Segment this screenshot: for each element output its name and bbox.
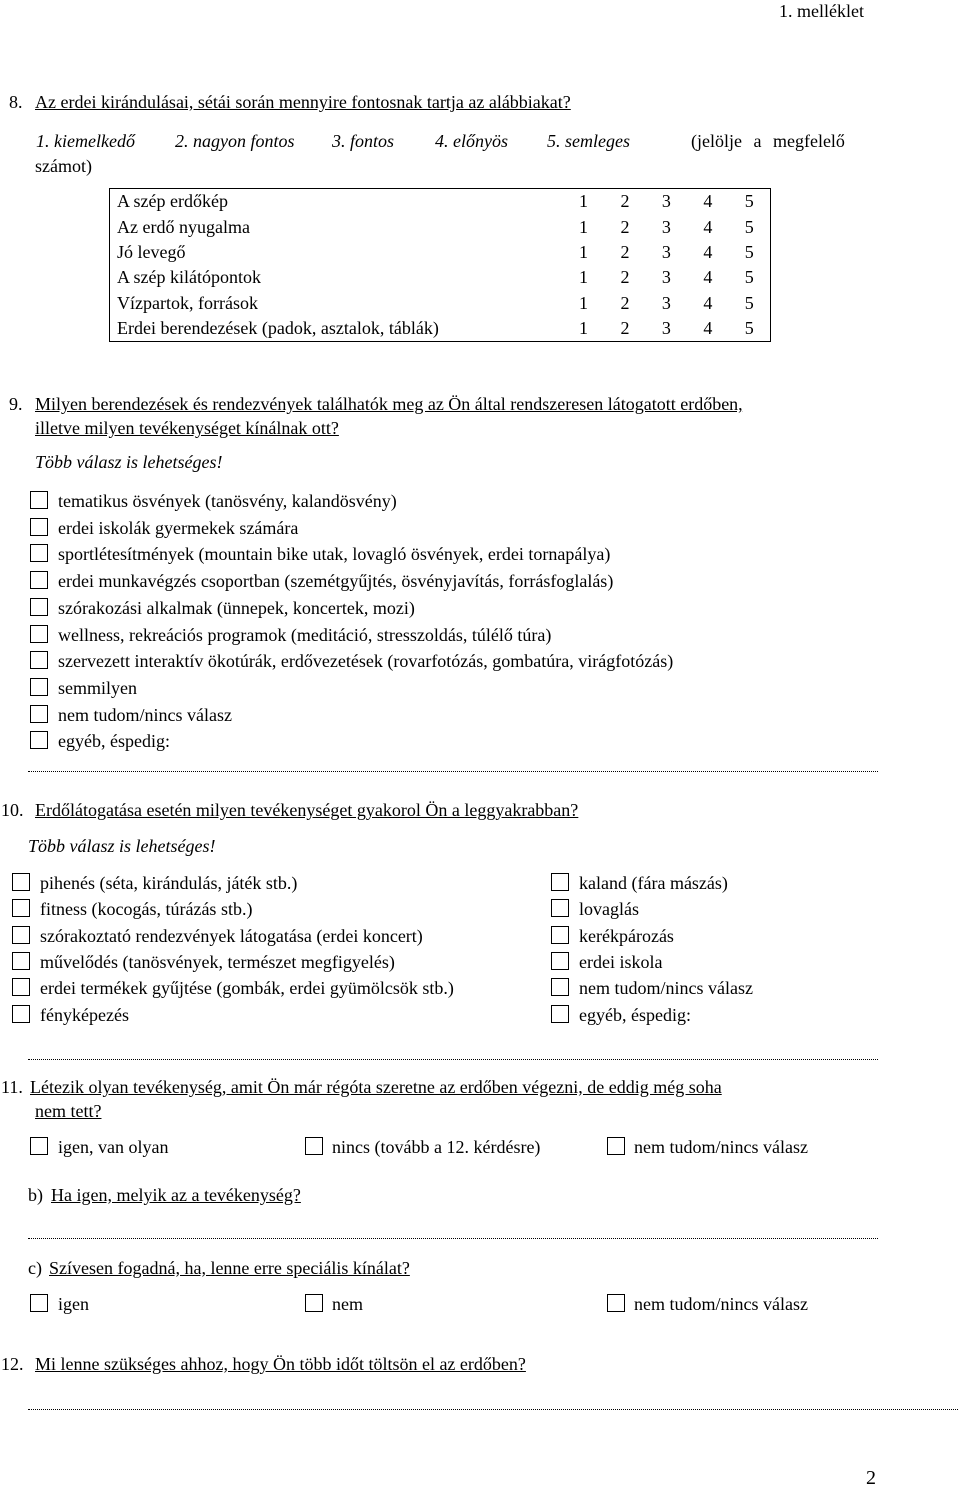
rating-option[interactable]: 1 bbox=[579, 318, 589, 339]
rating-option[interactable]: 1 bbox=[579, 267, 589, 288]
rating-option[interactable]: 3 bbox=[661, 241, 671, 262]
q9-option-label: szervezett interaktív ökotúrák, erdővezetések (rovarfotózás, gombatúra, virágfotózás) bbox=[58, 651, 674, 672]
q11c-option-checkbox[interactable] bbox=[607, 1294, 625, 1312]
q10-option-label: szórakoztató rendezvények látogatása (erdei koncert) bbox=[40, 925, 423, 946]
q10-option-checkbox[interactable] bbox=[12, 899, 30, 917]
q9-option-checkbox[interactable] bbox=[30, 598, 48, 616]
q11c-option-no: nem bbox=[332, 1294, 363, 1314]
rating-option[interactable]: 1 bbox=[579, 241, 589, 262]
rating-option[interactable]: 3 bbox=[661, 216, 671, 237]
rating-option[interactable]: 3 bbox=[661, 318, 671, 339]
rating-option[interactable]: 4 bbox=[703, 191, 713, 212]
rating-option[interactable]: 2 bbox=[620, 318, 630, 339]
q10-option-checkbox[interactable] bbox=[551, 978, 569, 996]
q10-option-label: erdei termékek gyűjtése (gombák, erdei gyümölcsök stb.) bbox=[40, 978, 454, 999]
q11-text-cont: nem tett? bbox=[35, 1101, 102, 1121]
rating-row bbox=[110, 291, 771, 316]
q10-option-checkbox[interactable] bbox=[12, 1005, 30, 1023]
rating-row bbox=[110, 189, 771, 215]
q10-option-checkbox[interactable] bbox=[551, 873, 569, 891]
q10-option-label: lovaglás bbox=[579, 899, 639, 920]
q9-option-checkbox[interactable] bbox=[30, 491, 48, 509]
q11-text: Létezik olyan tevékenység, amit Ön már régóta szeretne az erdőben végezni, de eddig még soha bbox=[30, 1077, 722, 1097]
q11c-text: Szívesen fogadná, ha, lenne erre speciális kínálat? bbox=[49, 1258, 410, 1278]
q9-number: 9. bbox=[9, 394, 23, 414]
q8-scale-2: 2. nagyon fontos bbox=[175, 131, 295, 151]
rating-option[interactable]: 4 bbox=[703, 267, 713, 288]
q9-option-checkbox[interactable] bbox=[30, 544, 48, 562]
rating-option[interactable]: 4 bbox=[703, 318, 713, 339]
rating-option[interactable]: 4 bbox=[703, 216, 713, 237]
rating-option[interactable]: 3 bbox=[661, 292, 671, 313]
q10-text: Erdőlátogatása esetén milyen tevékenységet gyakorol Ön a leggyakrabban? bbox=[35, 800, 579, 820]
q11-option-dontknow: nem tudom/nincs válasz bbox=[634, 1137, 808, 1157]
q12-number: 12. bbox=[1, 1354, 24, 1374]
q9-option-checkbox[interactable] bbox=[30, 705, 48, 723]
q11-option-checkbox[interactable] bbox=[30, 1137, 48, 1155]
annex-label: 1. melléklet bbox=[779, 1, 864, 21]
rating-option[interactable]: 5 bbox=[744, 241, 754, 262]
q11b-prefix: b) bbox=[28, 1185, 43, 1205]
q11c-option-dontknow: nem tudom/nincs válasz bbox=[634, 1294, 808, 1314]
rating-option[interactable]: 4 bbox=[703, 241, 713, 262]
q9-option-label: nem tudom/nincs válasz bbox=[58, 704, 232, 725]
rating-option[interactable]: 5 bbox=[744, 216, 754, 237]
q10-answer-line[interactable] bbox=[28, 1059, 878, 1060]
q10-option-checkbox[interactable] bbox=[12, 873, 30, 891]
q10-option-checkbox[interactable] bbox=[551, 1005, 569, 1023]
rating-row bbox=[110, 240, 771, 265]
q8-instruction: (jelölje a megfelelő bbox=[691, 131, 845, 151]
q11b-answer-line[interactable] bbox=[28, 1238, 878, 1239]
rating-option[interactable]: 5 bbox=[744, 267, 754, 288]
rating-row bbox=[110, 316, 771, 342]
q10-option-label: pihenés (séta, kirándulás, játék stb.) bbox=[40, 873, 298, 893]
q11-option-checkbox[interactable] bbox=[607, 1137, 625, 1155]
q10-option-checkbox[interactable] bbox=[551, 926, 569, 944]
q9-option-label: erdei munkavégzés csoportban (szemétgyűjtés, ösvényjavítás, forrásfoglalás) bbox=[58, 571, 614, 592]
q8-scale-5: 5. semleges bbox=[547, 131, 630, 151]
q11b-text: Ha igen, melyik az a tevékenység? bbox=[51, 1185, 301, 1205]
q10-option-label: erdei iskola bbox=[579, 951, 663, 972]
q9-text: Milyen berendezések és rendezvények találhatók meg az Ön által rendszeresen látogatott erdőben, bbox=[35, 394, 743, 414]
q9-option-checkbox[interactable] bbox=[30, 571, 48, 589]
q10-option-label: egyéb, éspedig: bbox=[579, 1004, 691, 1025]
q8-rating-table bbox=[109, 188, 771, 342]
q11c-option-yes: igen bbox=[58, 1294, 89, 1314]
q10-option-checkbox[interactable] bbox=[12, 952, 30, 970]
q12-answer-line[interactable] bbox=[28, 1409, 958, 1410]
q9-option-label: semmilyen bbox=[58, 677, 137, 698]
q9-option-checkbox[interactable] bbox=[30, 651, 48, 669]
rating-option[interactable]: 1 bbox=[579, 292, 589, 313]
q11c-prefix: c) bbox=[28, 1258, 42, 1278]
q9-option-checkbox[interactable] bbox=[30, 678, 48, 696]
q10-option-checkbox[interactable] bbox=[551, 899, 569, 917]
q9-option-label: tematikus ösvények (tanösvény, kalandösvény) bbox=[58, 491, 397, 511]
rating-option[interactable]: 4 bbox=[703, 292, 713, 313]
rating-option[interactable]: 2 bbox=[620, 216, 630, 237]
q12-text: Mi lenne szükséges ahhoz, hogy Ön több időt töltsön el az erdőben? bbox=[35, 1354, 526, 1374]
q8-instruction-cont: számot) bbox=[35, 156, 92, 176]
q8-scale-3: 3. fontos bbox=[332, 131, 395, 151]
q8-number: 8. bbox=[9, 92, 23, 112]
rating-row-label: A szép erdőkép bbox=[117, 191, 228, 212]
q9-option-label: wellness, rekreációs programok (meditáció, stresszoldás, túlélő túra) bbox=[58, 624, 552, 645]
rating-option[interactable]: 2 bbox=[620, 267, 630, 288]
q11c-option-checkbox[interactable] bbox=[305, 1294, 323, 1312]
q11-option-yes: igen, van olyan bbox=[58, 1137, 169, 1157]
q11c-option-checkbox[interactable] bbox=[30, 1294, 48, 1312]
q10-option-label: nem tudom/nincs válasz bbox=[579, 978, 753, 999]
q10-option-checkbox[interactable] bbox=[12, 978, 30, 996]
q9-option-checkbox[interactable] bbox=[30, 625, 48, 643]
rating-row bbox=[110, 214, 771, 239]
q10-option-label: kaland (fára mászás) bbox=[579, 873, 728, 893]
rating-option[interactable]: 2 bbox=[620, 191, 630, 212]
q11-option-checkbox[interactable] bbox=[305, 1137, 323, 1155]
rating-row-label: Erdei berendezések (padok, asztalok, táblák) bbox=[117, 318, 439, 339]
rating-row bbox=[110, 265, 771, 290]
q10-number: 10. bbox=[1, 800, 24, 820]
q10-option-label: fényképezés bbox=[40, 1004, 129, 1025]
rating-option[interactable]: 3 bbox=[661, 267, 671, 288]
q9-option-checkbox[interactable] bbox=[30, 518, 48, 536]
q11-option-no: nincs (tovább a 12. kérdésre) bbox=[332, 1137, 541, 1157]
q10-option-checkbox[interactable] bbox=[12, 926, 30, 944]
rating-option[interactable]: 1 bbox=[579, 191, 589, 212]
rating-option[interactable]: 3 bbox=[661, 191, 671, 212]
rating-row-label: Az erdő nyugalma bbox=[117, 216, 250, 237]
rating-option[interactable]: 2 bbox=[620, 241, 630, 262]
rating-option[interactable]: 5 bbox=[744, 292, 754, 313]
rating-row-label: Jó levegő bbox=[117, 241, 186, 262]
q10-option-label: kerékpározás bbox=[579, 925, 674, 946]
q11-number: 11. bbox=[1, 1077, 23, 1097]
rating-option[interactable]: 5 bbox=[744, 318, 754, 339]
q9-option-label: egyéb, éspedig: bbox=[58, 731, 170, 752]
q9-answer-line[interactable] bbox=[28, 771, 878, 772]
rating-option[interactable]: 1 bbox=[579, 216, 589, 237]
rating-row-label: A szép kilátópontok bbox=[117, 267, 261, 288]
q9-option-label: erdei iskolák gyermekek számára bbox=[58, 517, 299, 538]
q9-multi-note: Több válasz is lehetséges! bbox=[35, 452, 223, 472]
q9-option-label: sportlétesítmények (mountain bike utak, lovagló ösvények, erdei tornapálya) bbox=[58, 544, 611, 565]
q9-option-checkbox[interactable] bbox=[30, 731, 48, 749]
rating-option[interactable]: 2 bbox=[620, 292, 630, 313]
rating-row-label: Vízpartok, források bbox=[117, 292, 258, 313]
rating-option[interactable]: 5 bbox=[744, 191, 754, 212]
q8-scale-1: 1. kiemelkedő bbox=[36, 131, 135, 151]
q8-text: Az erdei kirándulásai, sétái során mennyire fontosnak tartja az alábbiakat? bbox=[35, 92, 571, 112]
q8-scale-4: 4. előnyös bbox=[435, 131, 508, 151]
q9-text-cont: illetve milyen tevékenységet kínálnak ott? bbox=[35, 418, 339, 438]
q10-multi-note: Több válasz is lehetséges! bbox=[28, 836, 216, 856]
q10-option-label: fitness (kocogás, túrázás stb.) bbox=[40, 899, 253, 920]
q10-option-label: művelődés (tanösvények, természet megfigyelés) bbox=[40, 951, 395, 972]
q10-option-checkbox[interactable] bbox=[551, 952, 569, 970]
q9-option-label: szórakozási alkalmak (ünnepek, koncertek, mozi) bbox=[58, 597, 415, 618]
page-number: 2 bbox=[866, 1467, 876, 1489]
